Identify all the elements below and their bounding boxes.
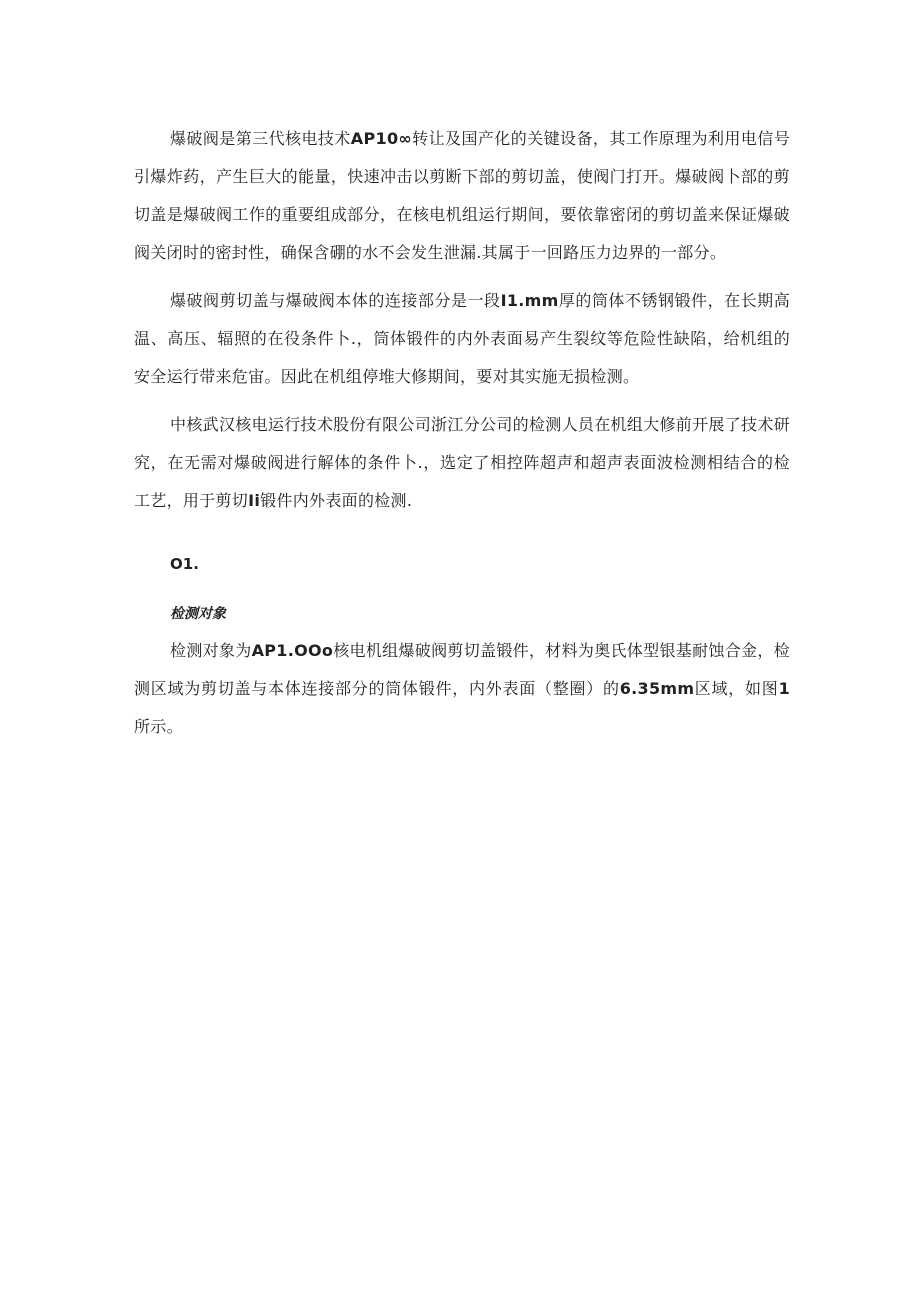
document-page [134, 120, 790, 756]
text-run: 区域，如图 [694, 679, 779, 698]
text-run: 所示。 [134, 717, 183, 736]
paragraph-intro [134, 120, 790, 272]
text-run-bold: AP1.OOo [251, 641, 334, 660]
text-run: 厚的筒体不锈钢锻件，在长期高温、高压、辐照的在役条件卜.，筒体锻件的内外表面易产生裂纹等危险性缺陷，给机组的安全运行带来危宙。因此在机组停堆大修期间，要对其实施无损检测。 [134, 291, 790, 386]
text-run: 中核武汉核电运行技术股份有限公司浙江分公司的检测人员在机组大修前开展了技术研究，在无需对爆破阀进行解体的条件卜.，选定了相控阵超声和超声表面波检测相结合的检工艺，用于剪切 [134, 415, 790, 510]
text-run-bold: AP10∞ [350, 129, 412, 148]
text-run: 转让及国产化的关键设备，其工作原理为利用电信号引爆炸药，产生巨大的能量，快速冲击以剪断下部的剪切盖，使阀门打开。爆破阀卜部的剪切盖是爆破阀工作的重要组成部分，在核电机组运行期间，要依靠密闭的剪切盖来保证爆破阀关闭时的密封性，确保含硼的水不会发生泄漏.其属于一回路压力边界的一部分。 [134, 129, 790, 262]
paragraph-inspection-object [134, 632, 790, 746]
text-run: 核电机组爆破阀剪切盖锻件，材料为奥氏体型银基耐蚀合金，检测区域为剪切盖与本体连接部分的筒体锻件，内外表面（整圈）的 [134, 641, 790, 698]
text-run-bold: I1.mm [500, 291, 559, 310]
text-run-bold: 1 [778, 679, 790, 698]
paragraph-shear-cap [134, 282, 790, 396]
text-run: 爆破阀剪切盖与爆破阀本体的连接部分是一段 [170, 291, 501, 310]
paragraph-research [134, 406, 790, 520]
text-run: 检测对象为 [170, 641, 252, 660]
text-run-bold: Ii [248, 491, 261, 510]
text-run: 锻件内外表面的检测. [260, 491, 413, 510]
subsection-title: 检测对象 [170, 606, 226, 622]
text-run: 爆破阀是第三代核电技术 [170, 129, 351, 148]
section-number: O1. [170, 555, 199, 573]
text-run-bold: 6.35mm [619, 679, 695, 698]
